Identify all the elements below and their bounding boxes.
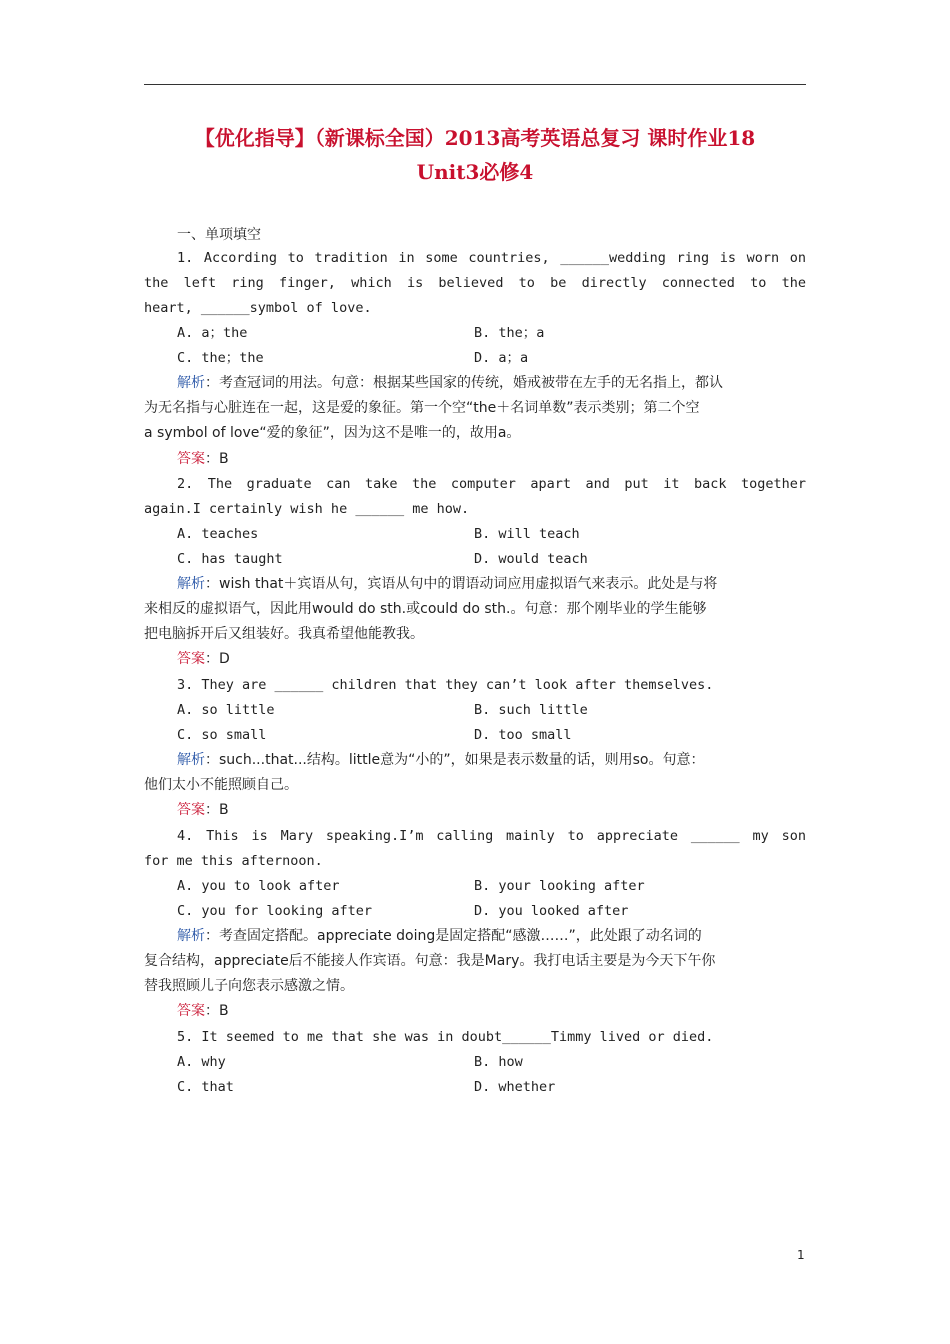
q4-answer: 答案：B (177, 1003, 229, 1019)
q2-explanation-line1: 解析：wish that＋宾语从句，宾语从句中的谓语动词应用虚拟语气来表示。此处是与将 (177, 576, 718, 592)
q3-option-b: B. such little (474, 702, 588, 718)
document-title: 【优化指导】（新课标全国）2013高考英语总复习 课时作业18 (194, 126, 756, 150)
q3-option-c: C. so small (177, 727, 267, 743)
q2-explanation-line2: 来相反的虚拟语气，因此用would do sth.或could do sth.。句意：那个刚毕业的学生能够 (144, 601, 707, 617)
q3-option-d: D. too small (474, 727, 572, 743)
q1-explanation-line3: a symbol of love“爱的象征”，因为这不是唯一的，故用a。 (144, 425, 521, 441)
answer-label: 答案 (177, 1003, 205, 1019)
q4-stem-line1: 4. This is Mary speaking.I’m calling mainly to appreciate ______ my son (177, 828, 806, 844)
q4-option-d: D. you looked after (474, 903, 629, 919)
q1-stem-line3: heart, ______symbol of love. (144, 300, 372, 316)
explanation-label: 解析 (177, 752, 205, 768)
q1-option-c: C. the；the (177, 350, 264, 366)
q1-option-b: B. the；a (474, 325, 545, 341)
q1-option-a: A. a；the (177, 325, 248, 341)
q1-explanation-line1: 解析：考查冠词的用法。句意：根据某些国家的传统，婚戒被带在左手的无名指上，都认 (177, 375, 723, 391)
q5-option-c: C. that (177, 1079, 234, 1095)
q2-option-c: C. has taught (177, 551, 283, 567)
q4-option-c: C. you for looking after (177, 903, 373, 919)
document-subtitle: Unit3必修4 (416, 160, 534, 184)
answer-label: 答案 (177, 651, 205, 667)
q5-option-b: B. how (474, 1054, 523, 1070)
answer-label: 答案 (177, 802, 205, 818)
q3-answer: 答案：B (177, 802, 229, 818)
q4-explanation-line1: 解析：考查固定搭配。appreciate doing是固定搭配“感激……”，此处跟了动名词的 (177, 928, 702, 944)
q1-stem-line1: 1. According to tradition in some countries, ______wedding ring is worn on (177, 250, 806, 266)
page-number: 1 (797, 1248, 805, 1262)
q2-option-a: A. teaches (177, 526, 259, 542)
q1-stem-line2: the left ring finger, which is believed to be directly connected to the (144, 275, 806, 291)
q1-answer: 答案：B (177, 451, 229, 467)
q4-option-a: A. you to look after (177, 878, 340, 894)
q2-answer: 答案：D (177, 651, 230, 667)
q4-stem-line2: for me this afternoon. (144, 853, 323, 869)
q2-option-d: D. would teach (474, 551, 588, 567)
q1-option-d: D. a；a (474, 350, 529, 366)
explanation-label: 解析 (177, 576, 205, 592)
q2-stem-line1: 2. The graduate can take the computer apart and put it back together (177, 476, 806, 492)
header-rule (144, 84, 806, 85)
q4-explanation-line2: 复合结构，appreciate后不能接人作宾语。句意：我是Mary。我打电话主要是为今天下午你 (144, 953, 716, 969)
q4-explanation-line3: 替我照顾儿子向您表示感激之情。 (144, 978, 354, 994)
q3-option-a: A. so little (177, 702, 275, 718)
answer-label: 答案 (177, 451, 205, 467)
q5-stem-line1: 5. It seemed to me that she was in doubt______Timmy lived or died. (177, 1029, 714, 1045)
section-heading: 一、单项填空 (177, 227, 261, 243)
q3-explanation-line2: 他们太小不能照顾自己。 (144, 777, 298, 793)
explanation-label: 解析 (177, 928, 205, 944)
q3-stem-line1: 3. They are ______ children that they can’t look after themselves. (177, 677, 714, 693)
q2-explanation-line3: 把电脑拆开后又组装好。我真希望他能教我。 (144, 626, 424, 642)
q5-option-d: D. whether (474, 1079, 556, 1095)
q3-explanation-line1: 解析：such...that...结构。little意为“小的”，如果是表示数量的话，则用so。句意： (177, 752, 705, 768)
q2-option-b: B. will teach (474, 526, 580, 542)
q2-stem-line2: again.I certainly wish he ______ me how. (144, 501, 470, 517)
explanation-label: 解析 (177, 375, 205, 391)
q5-option-a: A. why (177, 1054, 226, 1070)
q4-option-b: B. your looking after (474, 878, 645, 894)
q1-explanation-line2: 为无名指与心脏连在一起，这是爱的象征。第一个空“the＋名词单数”表示类别；第二个空 (144, 400, 700, 416)
